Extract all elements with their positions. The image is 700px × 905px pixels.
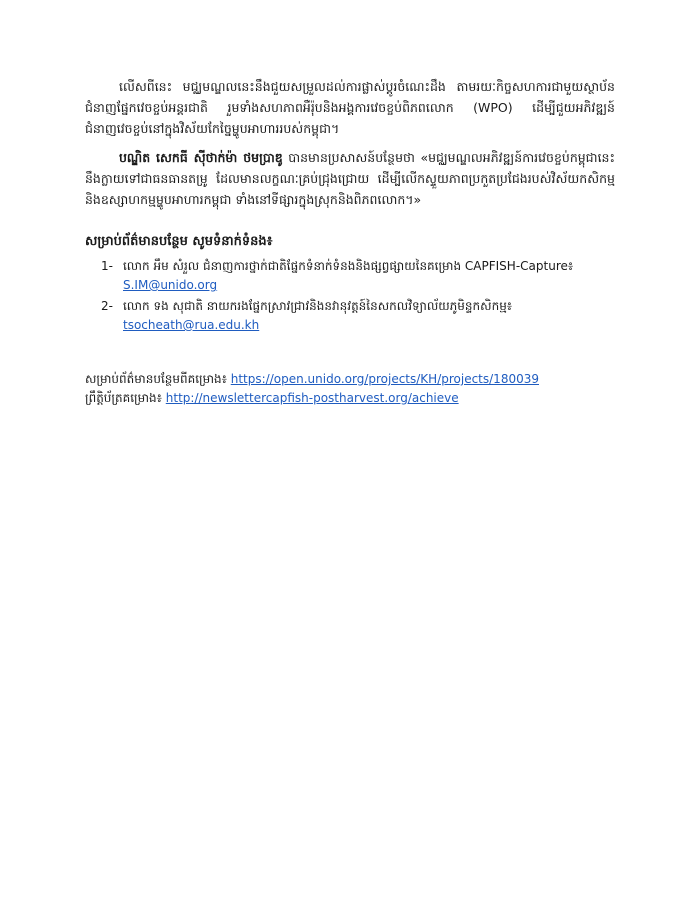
paragraph2-text: បានមានប្រសាសន៍បន្ថែមថា «មជ្ឈមណ្ឌលអភិវឌ្ឍន៍ការវេចខ្ចប់កម្ពុជានេះ នឹងក្លាយទៅជាធនធានតម្រូ ដែលមានលក្ខណៈគ្រប់ជ្រុងជ្រោយ ដើម្បីលើកស្ទួយភាពប្រកួតប្រជែងរបស់វិស័យកសិកម្ម និងឧស្សាហកម្មម្ហូបអាហារកម្ពុជា ទាំងនៅទីផ្សារក្នុងស្រុកនិងពិភពលោក។»	[85, 150, 615, 207]
contacts-list	[85, 257, 625, 337]
contacts-heading: សម្រាប់ព័ត៌មានបន្ថែម សូមទំនាក់ទំនង៖	[85, 234, 273, 249]
contact-item	[85, 297, 625, 335]
contact-email-link[interactable]: S.IM@unido.org	[123, 278, 218, 292]
project-info-label: សម្រាប់ព័ត៌មានបន្ថែមពីគម្រោង៖	[85, 372, 227, 386]
project-links	[85, 370, 645, 408]
contact-email-link[interactable]: tsocheath@rua.edu.kh	[123, 318, 260, 332]
contact-description: លោក អឹម សំរួល ជំនាញការថ្នាក់ជាតិផ្នែកទំនាក់ទំនងនិងផ្សព្វផ្សាយនៃគម្រោង CAPFISH-Capture៖	[123, 259, 574, 273]
project-url-link[interactable]: https://open.unido.org/projects/KH/projects/180039	[230, 372, 539, 386]
speaker-name: បណ្ឌិត សេកធី ស៊ីថាក់ម៉ា ថមប្រាឌូ	[119, 150, 283, 165]
contact-description: លោក ទង សុជាតិ នាយករងផ្នែកស្រាវជ្រាវនិងនវានុវត្តន៍នៃសកលវិទ្យាល័យភូមិន្ទកសិកម្ម៖	[123, 299, 513, 313]
newsletter-line	[85, 389, 645, 408]
newsletter-url-link[interactable]: http://newslettercapfish-postharvest.org/achieve	[165, 391, 459, 405]
list-number: 1-	[101, 259, 113, 273]
contact-item	[85, 257, 625, 295]
paragraph-packaging-center	[85, 76, 615, 139]
project-info-line	[85, 370, 645, 389]
paragraph-speaker-quote	[85, 147, 615, 210]
list-number: 2-	[101, 299, 113, 313]
newsletter-label: ព្រឹត្តិប័ត្រគម្រោង៖	[85, 391, 162, 405]
paragraph1-text: លើសពីនេះ មជ្ឈមណ្ឌលនេះនឹងជួយសម្រួលដល់ការផ្លាស់ប្តូរចំណេះដឹង តាមរយៈកិច្ចសហការជាមួយស្ថាប័នជំនាញផ្នែកវេចខ្ចប់អន្តរជាតិ រួមទាំងសហភាពអឺរ៉ុបនិងអង្គការវេចខ្ចប់ពិភពលោក (WPO) ដើម្បីជួយអភិវឌ្ឍន៍ជំនាញវេចខ្ចប់នៅក្នុងវិស័យកែច្នៃម្ហូបអាហាររបស់កម្ពុជា។	[85, 79, 615, 136]
